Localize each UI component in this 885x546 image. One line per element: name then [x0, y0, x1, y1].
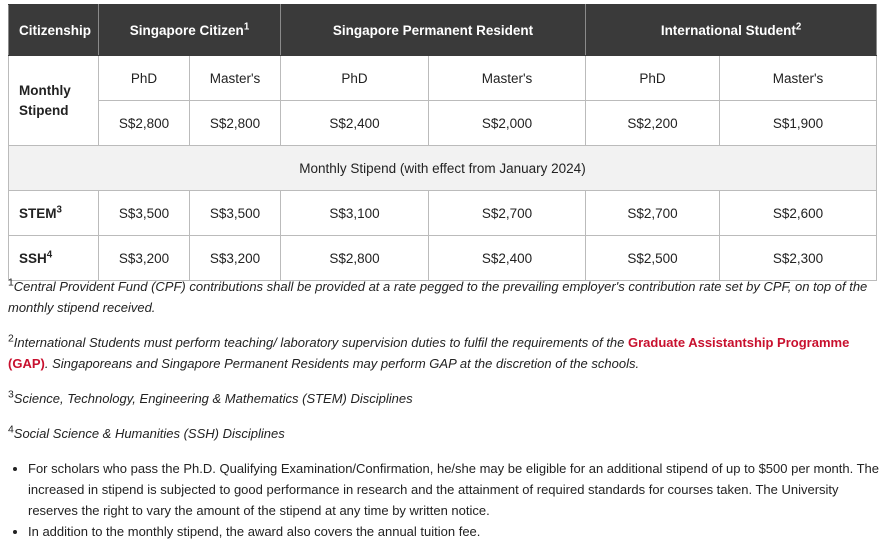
ssh-row — [9, 236, 877, 281]
value-cell: S$2,800 — [99, 101, 190, 146]
value-cell: S$2,700 — [429, 191, 586, 236]
ssh-label: SSH$^4$ — [9, 236, 99, 281]
value-cell: S$2,400 — [281, 101, 429, 146]
value-cell: S$1,900 — [720, 101, 877, 146]
value-cell: S$2,800 — [190, 101, 281, 146]
value-cell: S$2,500 — [586, 236, 720, 281]
header-international-student: International Student$^2$ — [586, 5, 877, 56]
stipend-table — [8, 4, 877, 281]
bullet-list — [0, 458, 884, 542]
value-cell: S$2,700 — [586, 191, 720, 236]
value-cell: S$2,800 — [281, 236, 429, 281]
footnote-2: $^2$International Students must perform teaching/ laboratory supervision duties to fulfil the requirements of the Graduate Assistantship Programme (GAP). Singaporeans and Singapore Permanent Residents may perform GAP at the discretion of the schools. — [8, 333, 850, 371]
degree-cell: PhD — [586, 56, 720, 101]
list-item: • For scholars who pass the Ph.D. Qualifying Examination/Confirmation, he/she may be eligible for an additional stipend of up to $500 per month. The increased in stipend is subjected to good performance in research and the attainment of required standards for courses taken. The University reserves the right to vary the amount of the stipend at any time by written notice. — [28, 458, 884, 521]
degree-row — [9, 56, 877, 101]
value-cell: S$3,200 — [99, 236, 190, 281]
header-row — [9, 5, 877, 56]
monthly-stipend-label: Monthly Stipend — [9, 56, 99, 146]
section-row — [9, 146, 877, 191]
value-cell: S$3,500 — [99, 191, 190, 236]
value-cell: S$2,300 — [720, 236, 877, 281]
degree-cell: Master's — [190, 56, 281, 101]
degree-cell: PhD — [99, 56, 190, 101]
value-cell: S$2,000 — [429, 101, 586, 146]
value-cell: S$2,600 — [720, 191, 877, 236]
value-cell: S$2,200 — [586, 101, 720, 146]
value-cell: S$2,400 — [429, 236, 586, 281]
footnote-1: $^1$Central Provident Fund (CPF) contributions shall be provided at a rate pegged to the prevailing employer's contribution rate set by CPF, on top of the monthly stipend received. — [8, 277, 868, 315]
header-permanent-resident: Singapore Permanent Resident — [281, 5, 586, 56]
gap-link[interactable]: Graduate Assistantship Programme (GAP) — [8, 335, 850, 371]
section-label: Monthly Stipend (with effect from January 2024) — [9, 146, 877, 191]
footnote-3: $^3$Science, Technology, Engineering & Mathematics (STEM) Disciplines — [8, 389, 413, 406]
list-item: • In addition to the monthly stipend, the award also covers the annual tuition fee. — [28, 521, 884, 542]
header-citizenship: Citizenship — [9, 5, 99, 56]
degree-cell: PhD — [281, 56, 429, 101]
stem-label: STEM$^3$ — [9, 191, 99, 236]
header-singapore-citizen: Singapore Citizen$^1$ — [99, 5, 281, 56]
value-cell: S$3,200 — [190, 236, 281, 281]
value-cell: S$3,500 — [190, 191, 281, 236]
degree-cell: Master's — [429, 56, 586, 101]
value-cell: S$3,100 — [281, 191, 429, 236]
stem-row — [9, 191, 877, 236]
monthly-value-row — [9, 101, 877, 146]
footnote-4: $^4$Social Science & Humanities (SSH) Disciplines — [8, 424, 285, 441]
degree-cell: Master's — [720, 56, 877, 101]
